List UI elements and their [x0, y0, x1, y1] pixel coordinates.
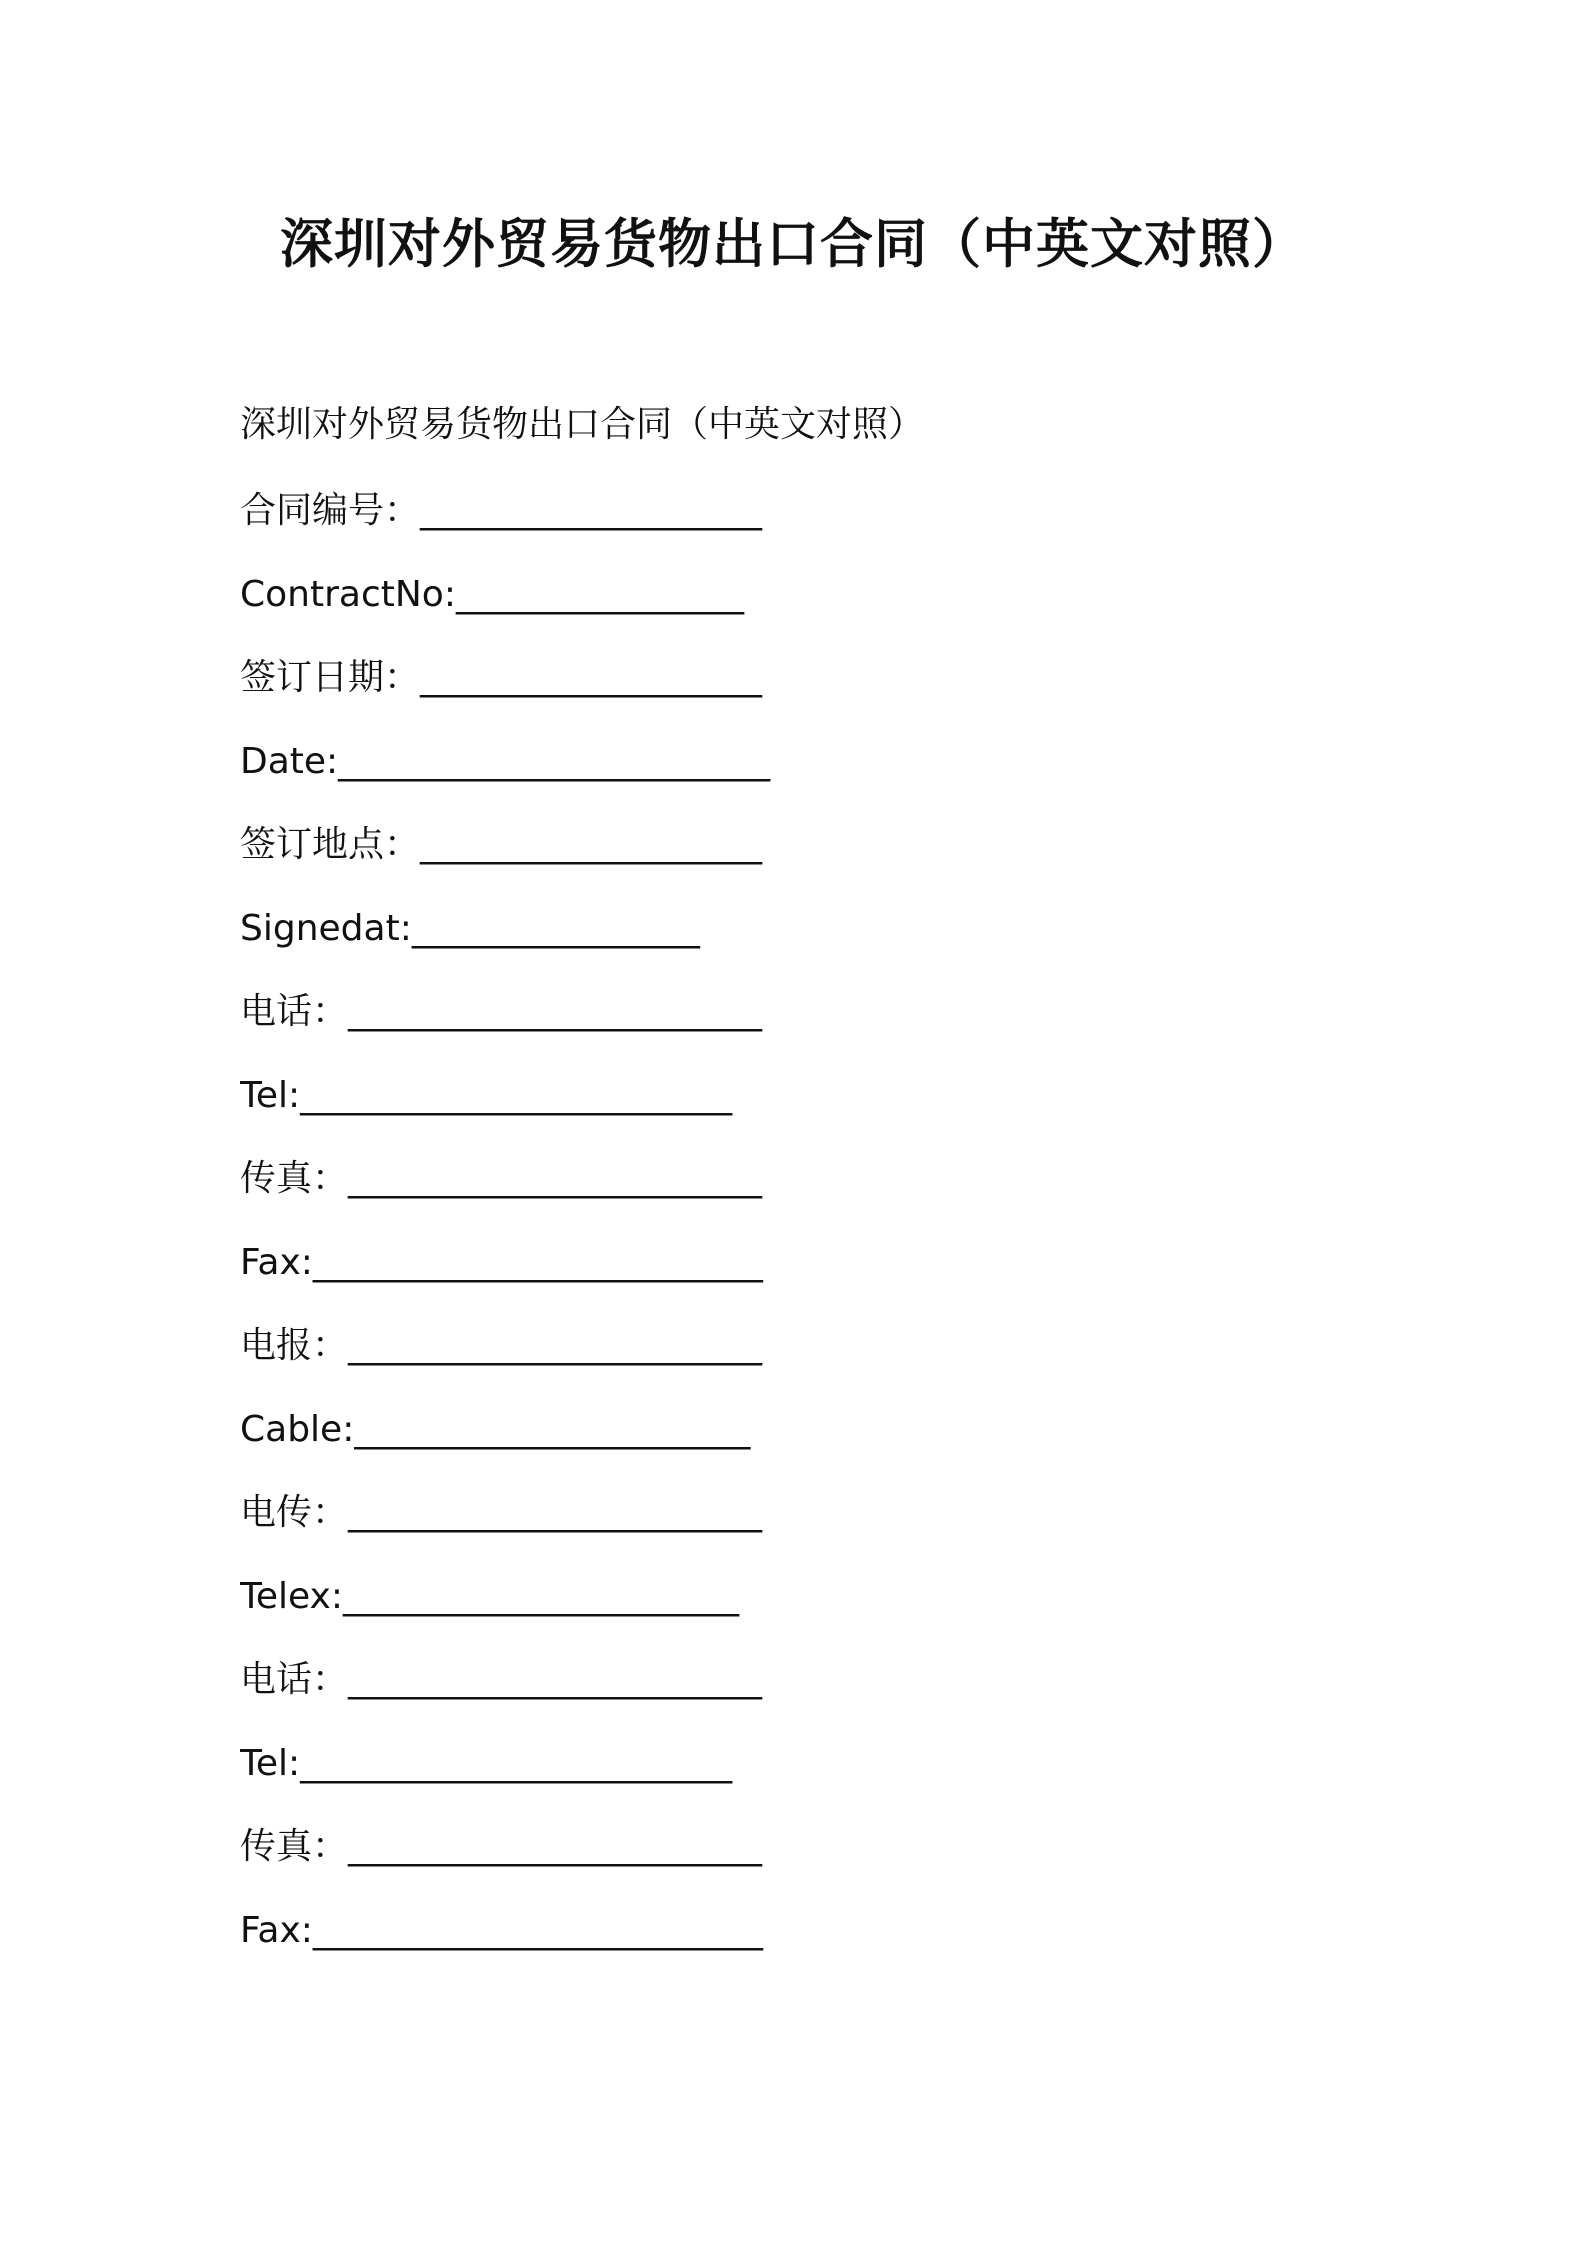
- field-tel-en: Tel:________________________: [240, 1075, 733, 1116]
- field-telex-en: Telex:______________________: [240, 1576, 739, 1617]
- contract-header-fields: [240, 486, 1390, 1956]
- field-fax-cn: 传真：_______________________: [240, 1158, 763, 1199]
- field-signing-place-en: Signedat:________________: [240, 908, 700, 949]
- field-tel-cn: 电话：_______________________: [240, 991, 763, 1032]
- document-title: 深圳对外贸易货物出口合同（中英文对照）: [280, 214, 1306, 275]
- field-tel-2-en: Tel:________________________: [240, 1743, 733, 1784]
- field-cable-cn: 电报：_______________________: [240, 1325, 763, 1366]
- field-signing-date-en: Date:________________________: [240, 741, 771, 782]
- field-contract-no-cn: 合同编号：___________________: [240, 490, 763, 531]
- field-fax-en: Fax:_________________________: [240, 1242, 763, 1283]
- field-fax-2-cn: 传真：_______________________: [240, 1826, 763, 1867]
- field-cable-en: Cable:______________________: [240, 1409, 751, 1450]
- field-fax-2-en: Fax:_________________________: [240, 1910, 763, 1951]
- field-tel-2-cn: 电话：_______________________: [240, 1659, 763, 1700]
- field-telex-cn: 电传：_______________________: [240, 1492, 763, 1533]
- document-subtitle: 深圳对外贸易货物出口合同（中英文对照）: [240, 404, 925, 445]
- field-signing-date-cn: 签订日期：___________________: [240, 657, 763, 698]
- document-body: [240, 400, 1390, 1989]
- field-contract-no-en: ContractNo:________________: [240, 574, 744, 615]
- field-signing-place-cn: 签订地点：___________________: [240, 824, 763, 865]
